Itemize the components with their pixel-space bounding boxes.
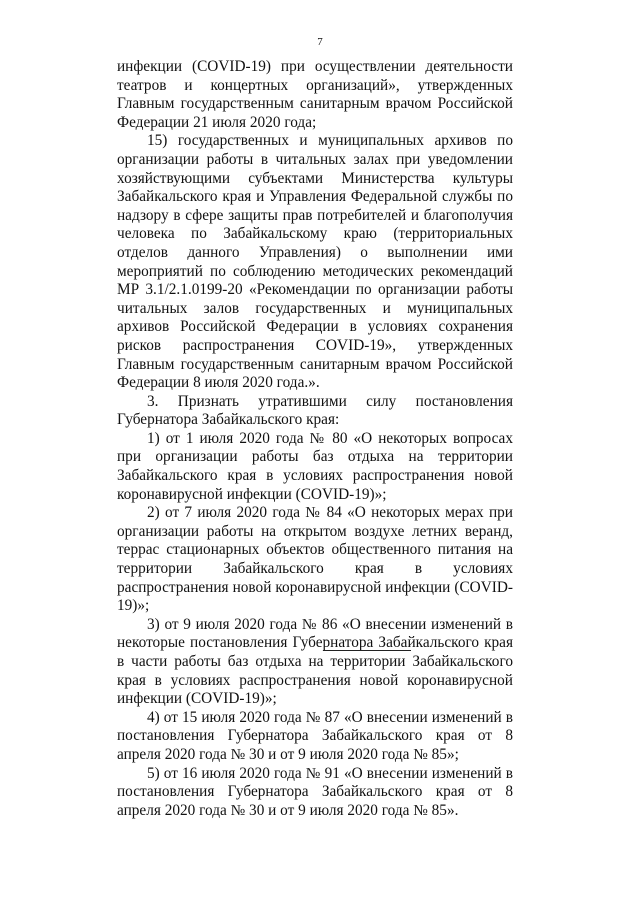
paragraph-repealed-2: 2) от 7 июля 2020 года № 84 «О некоторых мерах при организации работы на открытом воздухе летних веранд, террас стационарных объектов общественного питания на территории Забайкальского края в условиях распространения новой коронавирусной инфекции (COVID-19)»;	[117, 504, 513, 615]
paragraph-repealed-3: 3) от 9 июля 2020 года № 86 «О внесении изменений в некоторые постановления Губернатора Забайкальского края в части работы баз отдыха на территории Забайкальского края в условиях распространения новой коронавирусной инфекции (COVID-19)»;	[117, 615, 513, 708]
document-body	[117, 58, 513, 820]
end-of-document-rule	[323, 650, 411, 651]
paragraph-clause-3: 3. Признать утратившими силу постановления Губернатора Забайкальского края:	[117, 392, 513, 429]
paragraph-repealed-4: 4) от 15 июля 2020 года № 87 «О внесении изменений в постановления Губернатора Забайкальского края от 8 апреля 2020 года № 30 и от 9 июля 2020 года № 85»;	[117, 708, 513, 763]
paragraph-repealed-1: 1) от 1 июля 2020 года № 80 «О некоторых вопросах при организации работы баз отдыха на территории Забайкальского края в условиях распространения новой коронавирусной инфекции (COVID-19)»;	[117, 429, 513, 503]
page-number: 7	[317, 36, 323, 48]
paragraph-repealed-5: 5) от 16 июля 2020 года № 91 «О внесении изменений в постановления Губернатора Забайкальского края от 8 апреля 2020 года № 30 и от 9 июля 2020 года № 85».	[117, 764, 513, 819]
paragraph-continuation: инфекции (COVID-19) при осуществлении деятельности театров и концертных организаций», утвержденных Главным государственным санитарным врачом Российской Федерации 21 июля 2020 года;	[117, 58, 513, 131]
paragraph-item-15: 15) государственных и муниципальных архивов по организации работы в читальных залах при уведомлении хозяйствующими субъектами Министерства культуры Забайкальского края и Управления Федеральной службы по надзору в сфере защиты прав потребителей и благополучия человека по Забайкальскому краю (территориальных отделов данного Управления) о выполнении ими мероприятий по соблюдению методических рекомендаций МР 3.1/2.1.0199-20 «Рекомендации по организации работы читальных залов государственных и муниципальных архивов Российской Федерации в условиях сохранения рисков распространения COVID-19», утвержденных Главным государственным санитарным врачом Российской Федерации 8 июля 2020 года.».	[117, 132, 513, 392]
